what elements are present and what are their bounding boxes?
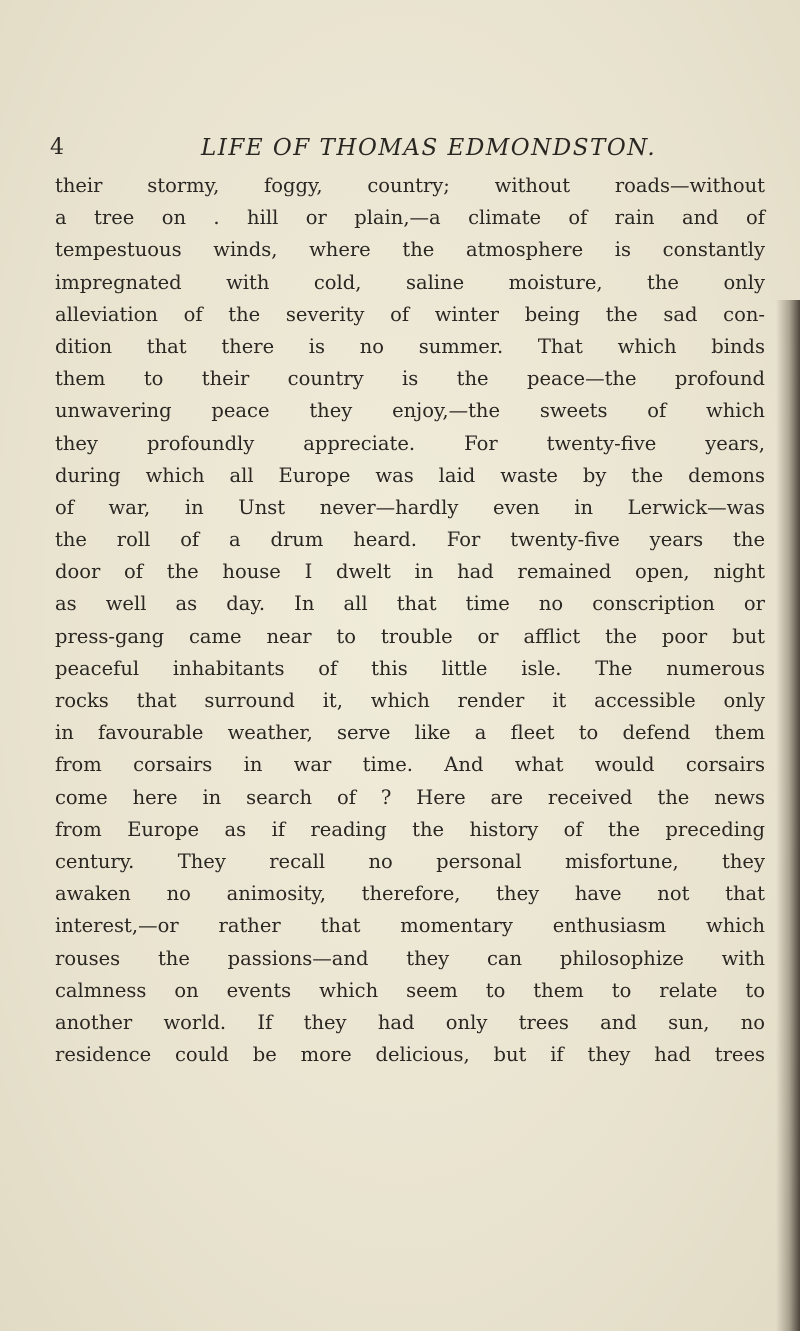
page-header: [50, 133, 770, 163]
text-line: in favourable weather, serve like a fleet to defend them: [55, 721, 765, 745]
text-line: awaken no animosity, therefore, they have not that: [55, 882, 765, 906]
text-line: a tree on . hill or plain,—a climate of rain and of: [55, 206, 765, 230]
text-line: from corsairs in war time. And what would corsairs: [55, 753, 765, 777]
text-line: peaceful inhabitants of this little isle. The numerous: [55, 656, 765, 680]
text-line: of war, in Unst never—hardly even in Lerwick—was: [55, 495, 765, 519]
page-number: 4: [50, 135, 64, 160]
text-line: the roll of a drum heard. For twenty-five years the: [55, 528, 765, 552]
text-line: dition that there is no summer. That which binds: [55, 334, 765, 358]
text-line: unwavering peace they enjoy,—the sweets of which: [55, 399, 765, 423]
text-line: alleviation of the severity of winter being the sad con-: [55, 302, 765, 326]
text-line: rouses the passions—and they can philosophize with: [55, 946, 765, 970]
body-text: [55, 170, 765, 1071]
text-line: during which all Europe was laid waste by the demons: [55, 463, 765, 487]
text-line: another world. If they had only trees and sun, no: [55, 1010, 765, 1034]
text-line: impregnated with cold, saline moisture, the only: [55, 270, 765, 294]
text-line: as well as day. In all that time no conscription or: [55, 592, 765, 616]
text-line: interest,—or rather that momentary enthusiasm which: [55, 914, 765, 938]
text-line: they profoundly appreciate. For twenty-five years,: [55, 431, 765, 455]
text-line: come here in search of ? Here are received the news: [55, 785, 765, 809]
text-line: residence could be more delicious, but if they had trees: [55, 1043, 765, 1067]
text-line: calmness on events which seem to them to relate to: [55, 978, 765, 1002]
text-line: rocks that surround it, which render it accessible only: [55, 689, 765, 712]
text-line: from Europe as if reading the history of the preceding: [55, 817, 765, 841]
text-line: tempestuous winds, where the atmosphere is constantly: [55, 238, 765, 262]
text-line: door of the house I dwelt in had remained open, night: [55, 560, 765, 584]
text-line: them to their country is the peace—the profound: [55, 367, 765, 391]
text-line: press-gang came near to trouble or afflict the poor but: [55, 624, 765, 648]
text-line: their stormy, foggy, country; without roads—without: [55, 174, 765, 197]
page-edge-shadow: [776, 300, 800, 1331]
running-head: LIFE OF THOMAS EDMONDSTON.: [201, 135, 657, 161]
text-line: century. They recall no personal misfortune, they: [55, 849, 765, 873]
